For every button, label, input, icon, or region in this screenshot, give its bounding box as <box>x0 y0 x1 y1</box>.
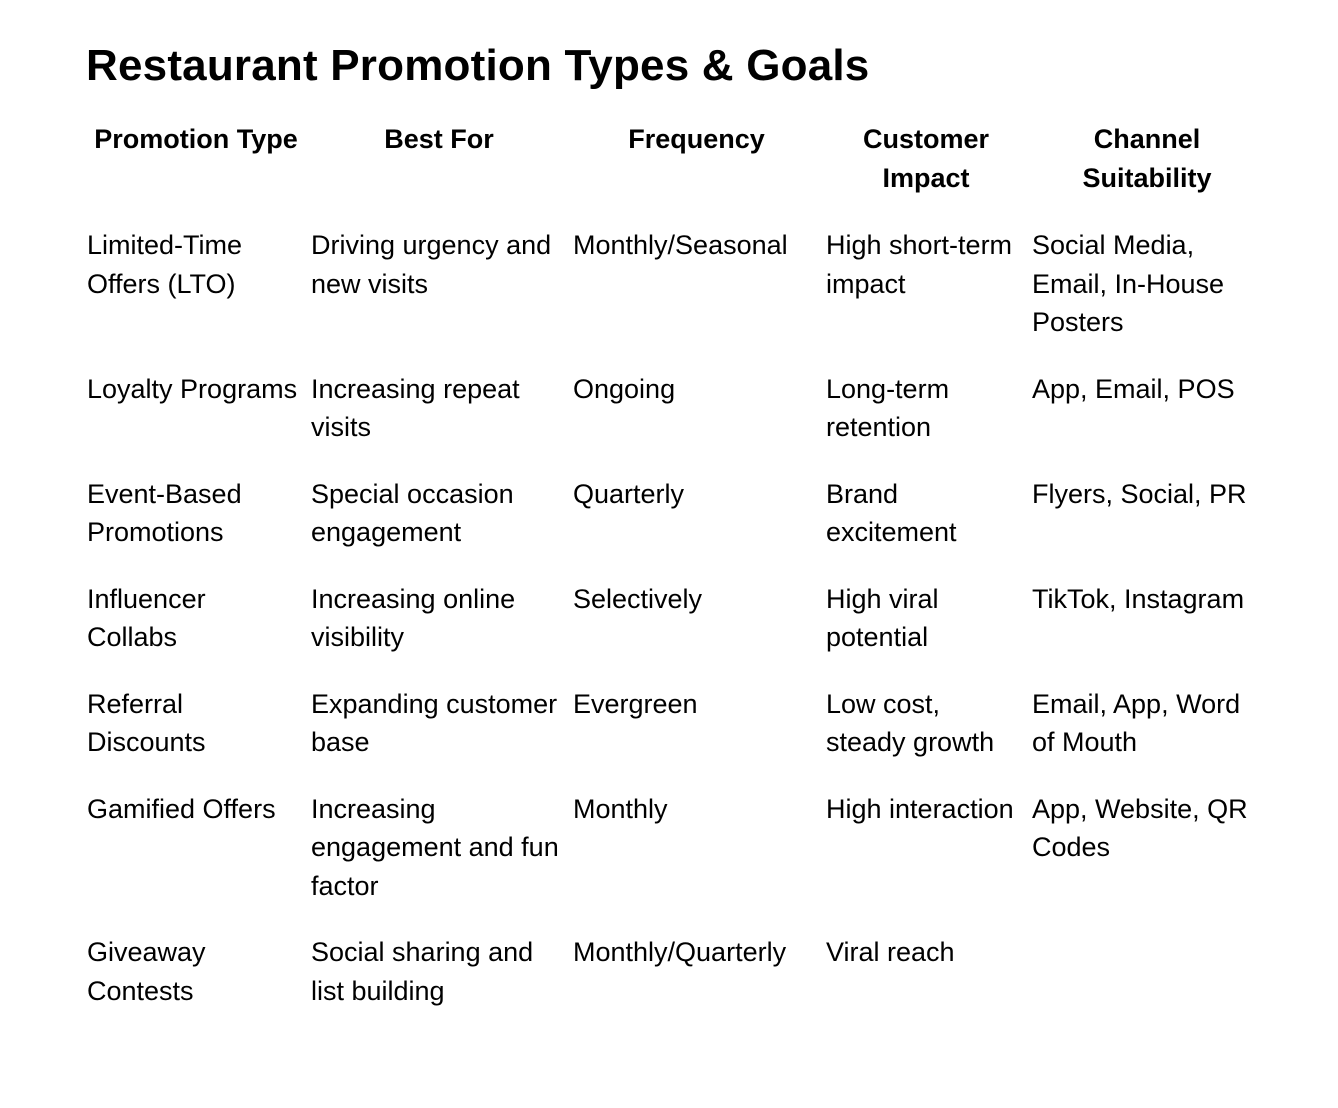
table-row <box>86 790 1267 934</box>
column-header-customer-impact: Customer Impact <box>862 124 990 193</box>
table-row <box>86 370 1267 475</box>
cell-best-for: Special occasion engagement <box>311 478 514 547</box>
cell-channel-suitability: Social Media, Email, In-House Posters <box>1032 230 1225 337</box>
table-header-row <box>86 120 1267 226</box>
cell-frequency: Monthly <box>573 793 668 824</box>
cell-channel-suitability: Email, App, Word of Mouth <box>1032 688 1241 757</box>
cell-best-for: Increasing online visibility <box>311 583 516 652</box>
cell-promotion-type: Event-Based Promotions <box>87 478 242 547</box>
cell-channel-suitability: Flyers, Social, PR <box>1032 478 1247 509</box>
cell-frequency: Monthly/Seasonal <box>573 230 788 260</box>
cell-frequency: Selectively <box>573 583 703 614</box>
cell-customer-impact: Long-term retention <box>826 373 950 442</box>
cell-frequency: Evergreen <box>573 688 698 719</box>
cell-promotion-type: Referral Discounts <box>87 688 206 757</box>
cell-customer-impact: Low cost, steady growth <box>826 688 995 757</box>
cell-promotion-type: Giveaway Contests <box>87 937 206 1006</box>
cell-frequency: Quarterly <box>573 478 685 509</box>
cell-best-for: Increasing engagement and fun factor <box>311 793 559 901</box>
cell-frequency: Monthly/Quarterly <box>573 937 787 967</box>
cell-best-for: Driving urgency and new visits <box>311 230 552 299</box>
cell-frequency: Ongoing <box>573 373 676 404</box>
column-header-best-for: Best For <box>384 124 494 154</box>
cell-customer-impact: High interaction <box>826 793 1014 824</box>
cell-channel-suitability <box>1031 933 1267 1038</box>
column-header-channel-suitability: Channel Suitability <box>1082 124 1212 193</box>
cell-customer-impact: Brand excitement <box>826 478 957 547</box>
table-row <box>86 580 1267 685</box>
cell-customer-impact: Viral reach <box>826 937 955 967</box>
document-page <box>86 38 1286 1038</box>
table-row <box>86 685 1267 790</box>
cell-best-for: Expanding customer base <box>311 688 558 757</box>
page-title: Restaurant Promotion Types & Goals <box>86 41 870 90</box>
cell-channel-suitability: App, Website, QR Codes <box>1032 793 1248 862</box>
promotion-table <box>86 120 1267 1038</box>
table-row <box>86 226 1267 370</box>
table-row <box>86 475 1267 580</box>
cell-best-for: Social sharing and list building <box>311 937 534 1006</box>
cell-best-for: Increasing repeat visits <box>311 373 520 442</box>
cell-customer-impact: High short-term impact <box>826 230 1013 299</box>
column-header-promotion-type: Promotion Type <box>94 124 298 154</box>
cell-customer-impact: High viral potential <box>826 583 939 652</box>
table-row <box>86 933 1267 1038</box>
cell-channel-suitability: TikTok, Instagram <box>1032 583 1245 614</box>
cell-promotion-type: Gamified Offers <box>87 793 276 824</box>
column-header-frequency: Frequency <box>628 124 765 154</box>
cell-channel-suitability: App, Email, POS <box>1032 373 1235 404</box>
cell-promotion-type: Influencer Collabs <box>87 583 206 652</box>
cell-promotion-type: Loyalty Programs <box>87 373 298 404</box>
cell-promotion-type: Limited-Time Offers (LTO) <box>87 230 243 299</box>
